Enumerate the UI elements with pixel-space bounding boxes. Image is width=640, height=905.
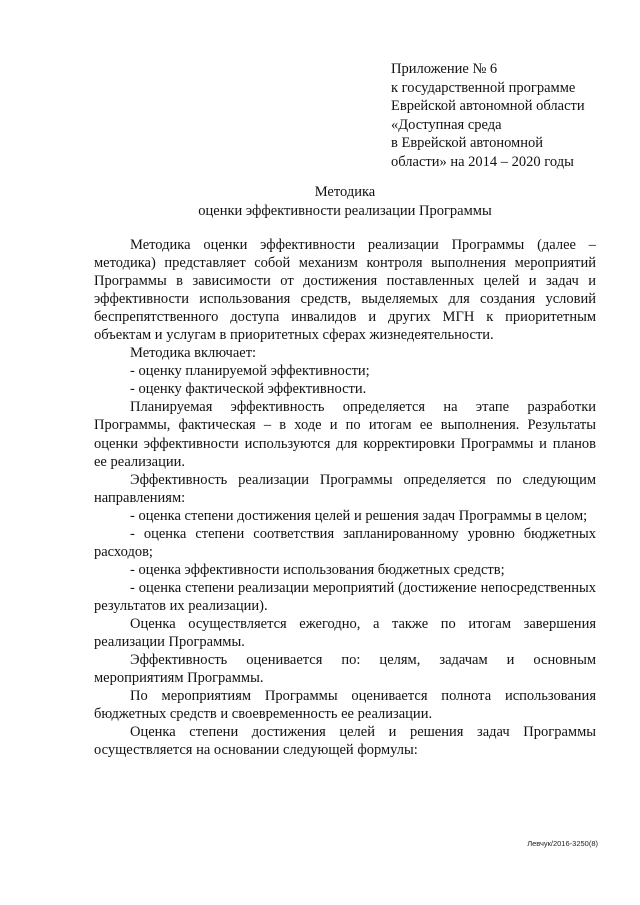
paragraph: Планируемая эффективность определяется на этапе разработки Программы, фактическая – в ходе и по итогам ее выполнения. Результаты оценки эффективности используются для корректировки Программы и планов ее реализации. [94, 399, 596, 470]
paragraph: Эффективность реализации Программы определяется по следующим направлениям: [94, 471, 596, 506]
paragraph: Оценка осуществляется ежегодно, а также по итогам завершения реализации Программы. [94, 615, 596, 651]
document-title: Методика [314, 184, 376, 200]
paragraph: По мероприятиям Программы оценивается полнота использования бюджетных средств и своевременность ее реализации. [94, 688, 596, 723]
list-item: - оценку фактической эффективности. [130, 381, 367, 398]
appendix-line: области» на 2014 – 2020 годы [391, 153, 574, 170]
appendix-line: к государственной программе [391, 79, 576, 96]
list-item: - оценка степени достижения целей и решения задач Программы в целом; [130, 507, 588, 524]
document-subtitle: оценки эффективности реализации Программы [198, 202, 492, 219]
list-item: - оценка степени реализации мероприятий (достижение непосредственных результатов их реализации). [94, 579, 596, 614]
appendix-block [391, 60, 611, 171]
document-body [94, 236, 596, 759]
paragraph: Эффективность оценивается по: целям, задачам и основным мероприятиям Программы. [94, 652, 596, 687]
appendix-line: «Доступная среда [391, 116, 502, 133]
paragraph: Методика включает: [130, 345, 257, 362]
paragraph: Методика оценки эффективности реализации Программы (далее – методика) представляет собой механизм контроля выполнения мероприятий Программы в зависимости от достижения поставленных целей и задач и эффективности использования средств, выделяемых для создания условий беспрепятственного доступа инвалидов и других МГН к приоритетным объектам и услугам в приоритетных сферах жизнедеятельности. [94, 237, 596, 344]
paragraph: Оценка степени достижения целей и решения задач Программы осуществляется на основании следующей формулы: [94, 724, 596, 759]
document-code-footer: Левчук/2016-3250(8) [527, 839, 598, 848]
appendix-line: Приложение № 6 [391, 61, 498, 77]
list-item: - оценка степени соответствия запланированному уровню бюджетных расходов; [94, 525, 596, 560]
appendix-line: в Еврейской автономной [391, 135, 543, 151]
appendix-line: Еврейской автономной области [391, 98, 585, 114]
list-item: - оценка эффективности использования бюджетных средств; [130, 561, 505, 578]
document-heading [94, 183, 596, 220]
list-item: - оценку планируемой эффективности; [130, 363, 370, 380]
